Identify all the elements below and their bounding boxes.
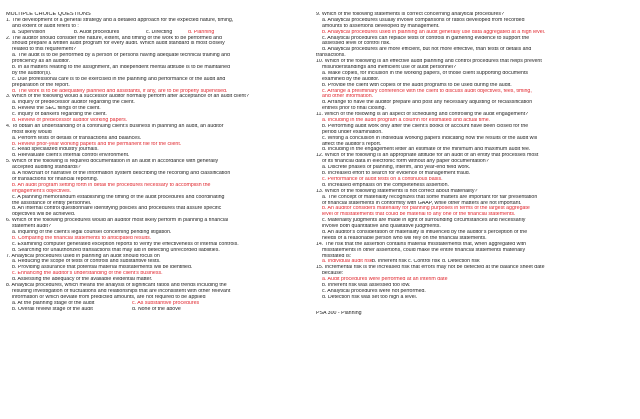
question-line: d. Detection risk was set too high a level. (322, 294, 418, 300)
question-line: c. Examining computer generated exception reports to verify the effectiveness of internal controls. (12, 241, 239, 247)
question-line: of financial statements in conformity with GAAP, while other matters are not important. (322, 200, 522, 206)
document-title: MULTIPLE CHOICE QUESTIONS (6, 12, 91, 17)
question-line: affect the auditor's report. (322, 141, 382, 147)
question-line: 12. Which of the following is an appropriate attitude for an audit of an entity that processes most (316, 153, 539, 159)
question-line: 1. The development of a general strategy and a detailed approach for the expected nature, timing, (6, 17, 234, 23)
question-line: 14. The risk that the assertion contains material misstatements that, when aggregated with (316, 241, 527, 247)
question-line: b. Provide the client with copies of the audit programs to be used during the audit. (322, 82, 512, 88)
question-line: d. Reevaluate client's internal control environment. (12, 153, 130, 159)
question-line: statement audit? (12, 224, 51, 230)
answer-option-correct: c. As substantive procedures (132, 300, 200, 306)
question-line: 7. Analytical procedures used in planning an audit should focus on (6, 253, 160, 259)
question-line: the assistance of entity personnel. (12, 200, 92, 206)
question-line: d. Analytical procedures are more efficient, but not more effective, than tests of details and (322, 47, 532, 53)
question-line: c. Analytical procedures can replace tests of controls in gathering evidence to support the (322, 35, 530, 41)
question-line: resulting investigation of fluctuations and relationships that are inconsistent with other relevant (12, 288, 231, 294)
question-line: 10. Which of the following is an effective audit planning and control procedures that helps prevent (316, 59, 542, 65)
question-line: d. Increased emphasis on the completeness assertion. (322, 182, 449, 188)
question-line: a. The audit is to be performed by a person or persons having adequate technical training and (12, 53, 230, 59)
left-question-lines (6, 18, 316, 313)
question-line: c. Materiality judgments are made in light of surrounding circumstances and necessarily (322, 218, 526, 224)
question-line: level of misstatements that could be material to any one of the financial statements. (322, 212, 516, 218)
question-line: d. Including in the engagement letter an estimate of the minimum and maximum audit fee. (322, 147, 531, 153)
question-line: b. Performing audit work only after the client's books of account have been closed for the (322, 123, 529, 129)
question-line: 9. Which of the following statements is correct concerning analytical procedures? (316, 12, 504, 17)
question-line: of transactions for financial reporting. (12, 176, 99, 182)
question-line: 11. Which of the following is an aspect of scheduling and controlling the audit engagement? (316, 112, 529, 118)
question-line: engagement's objectives. (12, 188, 72, 194)
answer-option: a. At the planning stage of the audit (12, 300, 95, 306)
question-line: 3. Which of the following would a successor auditor normally perform after acceptance of an audit client? (6, 94, 249, 100)
question-line: transactions. (316, 53, 346, 59)
question-line: 5. Which of the following is required documentation in an audit in accordance with generally (6, 159, 219, 165)
question-line: b. Review the SEC filings of the client. (12, 106, 101, 112)
question-line: misstatements in other assertions, could make the entire financial statements materially (322, 247, 526, 253)
question-line: a. Perform tests of details of transactions and balances. (12, 135, 142, 141)
question-line: b. An audit program setting forth in detail the procedures necessary to accomplish the (12, 182, 211, 188)
answer-option: b. Inherent risk (372, 259, 407, 265)
question-line: preparation of the report. (12, 82, 70, 88)
answer-option: b. Overall review stage of the audit (12, 306, 93, 312)
answer-option: b. Audit procedures (74, 29, 120, 35)
page-footer: PSA 300 - Planning (316, 310, 362, 316)
question-line: because: (322, 271, 344, 277)
answer-option: c. Directing (146, 29, 173, 35)
question-line: should prepare a written audit program for every audit. Which audit standard is most closely (12, 41, 225, 47)
question-line: and extent of audit refers to : (12, 23, 79, 29)
question-line: 4. To obtain an understanding of a continuing client's business in planning an audit, an auditor (6, 123, 224, 129)
answer-option: d. None of the above (132, 306, 181, 312)
question-line: a. Analytical procedures usually involve comparisons of ratios developed from recorded (322, 17, 525, 23)
right-column (316, 12, 634, 317)
question-line: d. The work is to be adequately planned and assistants, if any, are to be properly supervised. (12, 88, 228, 94)
question-line: a. The concept of materiality recognizes that some matters are important for fair presentation (322, 194, 538, 200)
question-line: b. In all matters relating to the assignment, an independent mental attitude is to be maintained (12, 65, 231, 71)
question-line: 6. Which of the following procedures would an auditor most likely perform in planning a financial (6, 218, 229, 224)
question-line: a. Reducing the scope of tests of controls and substantive tests. (12, 259, 161, 265)
question-line: a. Discrete phases of planning, interim, and year-end field work. (322, 165, 471, 171)
question-line: needs of a reasonable person who will rely on the financial statements. (322, 235, 487, 241)
question-line: b. Review prior-year working papers and the permanent file for the client. (12, 141, 182, 147)
question-line: assessed level of control risk. (322, 41, 391, 47)
question-line: d. An auditor's consideration of materiality is influenced by the auditor's perception of the (322, 229, 528, 235)
question-line: entries prior to final closing. (322, 106, 386, 112)
question-line: c. Enhancing the auditor's understanding of the client's business. (12, 271, 163, 277)
question-line: period under examination. (322, 129, 383, 135)
question-line: a. A flowchart or narrative of the information system describing the recording and classification (12, 171, 231, 177)
question-line: examined by the auditor. (322, 76, 380, 82)
question-line: a. Including in the audit program a column for estimated and actual time. (322, 118, 491, 124)
question-line: proficiency as an auditor. (12, 59, 71, 65)
answer-option: c. Control risk (408, 259, 441, 265)
question-line: b. An auditor considers materiality for planning purposes in terms of the largest aggregate (322, 206, 530, 212)
question-line: c. Arrange a preliminary conference with the client to discuss audit objectives, fees, timing, (322, 88, 532, 94)
question-line: c. Due professional care is to be exercised in the planning and performance of the audit and (12, 76, 226, 82)
question-line: information or which deviate from predicted amounts, are not required to be applied (12, 294, 206, 300)
question-line: and other information. (322, 94, 374, 100)
question-line: 8. Analytical procedures, which means the analysis of significant ratios and trends including the (6, 282, 227, 288)
question-line: d. Review of predecessor auditor working papers. (12, 118, 128, 124)
question-line: of its financial data in electronic form without any paper documentation? (322, 159, 489, 165)
question-line: a. Audit procedures were performed at an interim date (322, 277, 448, 283)
question-line: c. Writing a conclusion in individual working papers indicating how the results of the audit will (322, 135, 537, 141)
question-line: c. Analytical procedures were not performed. (322, 288, 426, 294)
question-line: d. Assessing the adequacy of the available evidential matter. (12, 277, 153, 283)
question-line: b. Providing assurance that potential material misstatements will be identified. (12, 265, 193, 271)
question-line: misstated is: (322, 253, 352, 259)
question-line: accepted auditing standards? (12, 165, 81, 171)
question-line: objectives will be achieved. (12, 212, 76, 218)
question-line: a. Make copies, for inclusion in the working papers, of those client supporting documents (322, 70, 529, 76)
question-line: 13. Which of the following statements is not correct about materiality? (316, 188, 478, 194)
question-line: c. Read specialized industry journals. (12, 147, 99, 153)
left-column (6, 12, 316, 312)
question-line: d. Searching for unauthorized transactions that may aid in detecting unrecorded liabilities. (12, 247, 220, 253)
answer-option-correct: a. Individual audit risk (322, 259, 373, 265)
question-line: 2. The auditor should consider the nature, extent, and timing of the work to be performed and (6, 35, 222, 41)
question-line: amounts to assertions developed by management. (322, 23, 440, 29)
question-line: c. A planning memorandum establishing the timing of the audit procedures and coordinating (12, 194, 225, 200)
question-line: c. Performance of audit tests on a continuous basis. (322, 176, 443, 182)
right-question-lines (316, 12, 634, 301)
question-line: c. Inquiry of bankers regarding the client. (12, 112, 107, 118)
question-line: b. Comparing the financial statements to anticipated results. (12, 235, 152, 241)
question-line: d. Arrange to have the auditor prepare and post any necessary adjusting or reclassification (322, 100, 533, 106)
question-line: 15. Incremental risk is the increased risk that errors may not be detected at the balance sheet date (316, 265, 545, 271)
question-line (6, 307, 316, 313)
question-line: a. Inquiry of predecessor auditor regarding the client. (12, 100, 135, 106)
question-line: involve both quantitative and qualitative judgments. (322, 224, 441, 230)
question-line: b. Inherent risk was assessed too low. (322, 282, 411, 288)
question-line: most likely would (12, 129, 52, 135)
answer-option: a. Supervision (12, 29, 46, 35)
answer-option: d. Detection risk (442, 259, 480, 265)
question-line: a. Inquiring of the client's legal counsel concerning pending litigation. (12, 229, 172, 235)
question-line: misunderstandings and inefficient use of audit personnel? (322, 65, 456, 71)
question-line: by the auditor(s). (12, 70, 52, 76)
question-line: d. An internal control questionnaire identifying policies and procedures that assure specific (12, 206, 222, 212)
answer-option-correct: d. Planning (188, 29, 215, 35)
question-line: b. Increased effort to search for evidence of management fraud. (322, 171, 471, 177)
question-line: b. Analytical procedures used in planning an audit generally use data aggregated at a high level. (322, 29, 546, 35)
question-line: related to this requirement? (12, 47, 76, 53)
